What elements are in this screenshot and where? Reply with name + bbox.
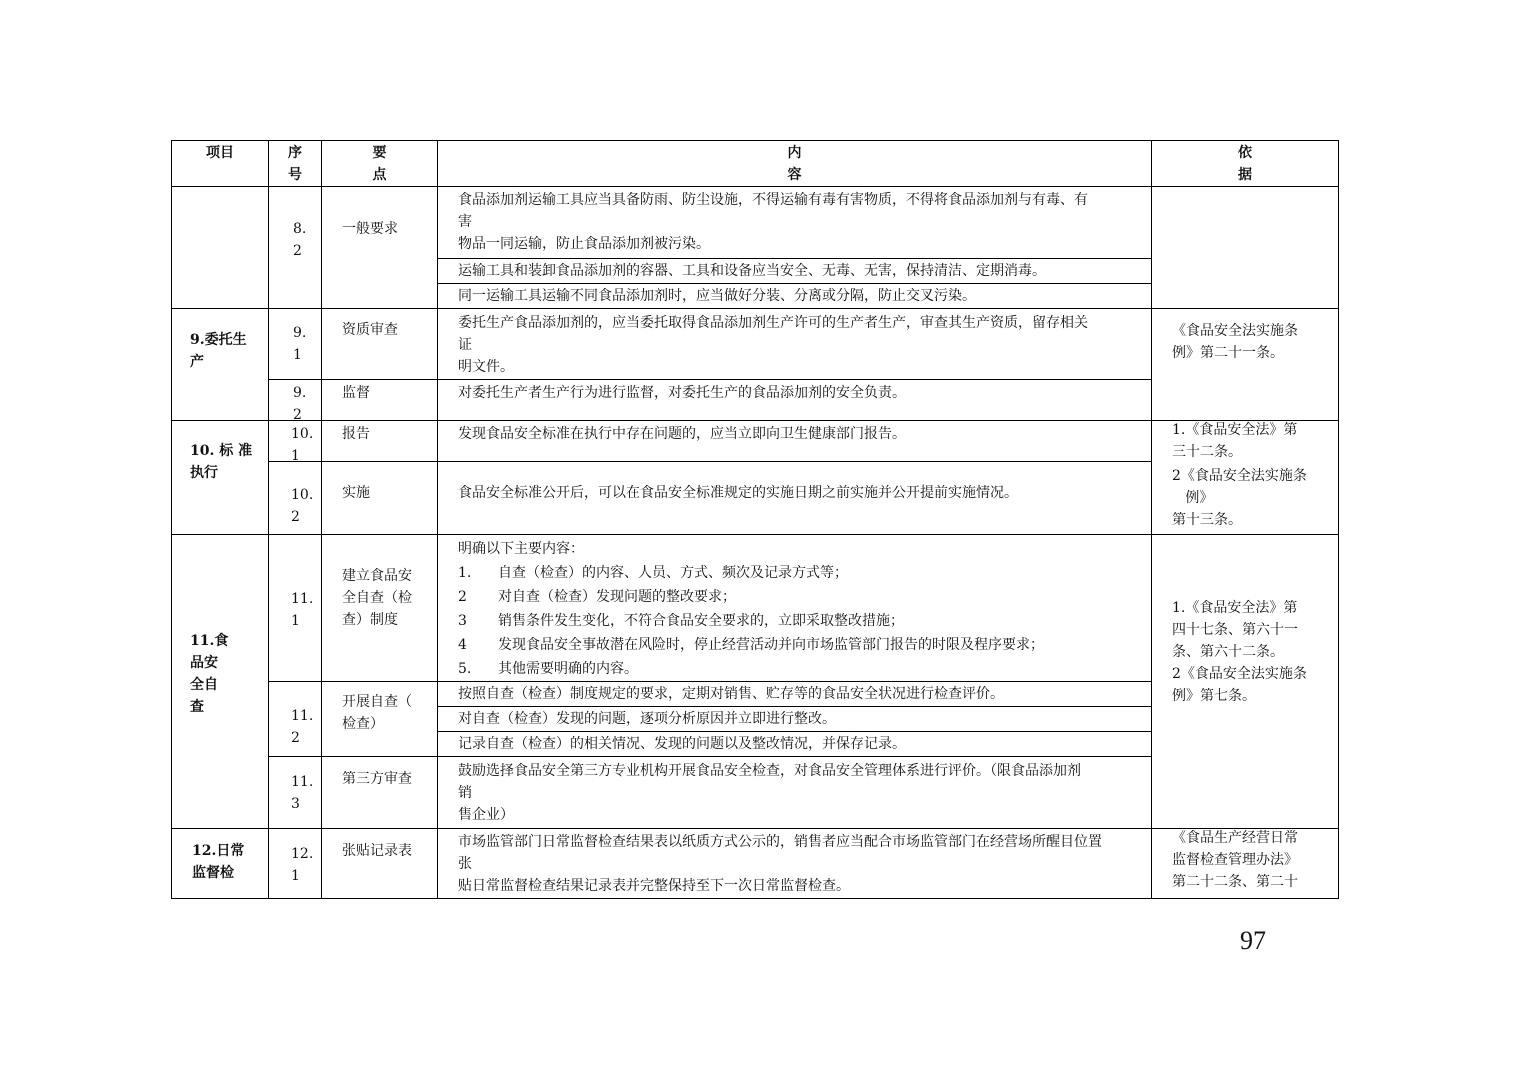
row-content: 发现食品安全标准在执行中存在问题的，应当立即向卫生健康部门报告。 xyxy=(458,426,906,442)
row-content: 鼓励选择食品安全第三方专业机构开展食品安全检查，对食品安全管理体系进行评价。（限食品添加剂 销 售企业） xyxy=(458,763,1081,823)
row-content: 按照自查（检查）制度规定的要求，定期对销售、贮存等的食品安全状况进行检查评价。 xyxy=(458,686,1004,702)
row-content: 运输工具和装卸食品添加剂的容器、工具和设备应当安全、无毒、无害，保持清洁、定期消毒。 xyxy=(458,263,1046,279)
row-point: 开展自查（ 检查） xyxy=(342,694,412,732)
row-seq: 12. 1 xyxy=(291,846,314,884)
row-content: 市场监管部门日常监督检查结果表以纸质方式公示的，销售者应当配合市场监管部门在经营场所醒目位置 张 贴日常监督检查结果记录表并完整保持至下一次日常监督检查。 xyxy=(458,834,1102,894)
row-basis: 1.《食品安全法》第 四十七条、第六十一 条、第六十二条。 2《食品安全法实施条 例》第七条。 xyxy=(1172,600,1307,704)
list-item-number: 1. xyxy=(458,565,472,581)
list-item-text: 发现食品安全事故潜在风险时，停止经营活动并向市场监管部门报告的时限及程序要求； xyxy=(498,637,1044,653)
list-item-number: 3 xyxy=(458,613,467,629)
row-point: 实施 xyxy=(342,485,370,501)
row-point: 监督 xyxy=(342,385,370,401)
row-point: 报告 xyxy=(342,426,370,442)
row-seq: 10. 2 xyxy=(291,487,314,525)
header-item: 项目 xyxy=(206,145,234,161)
row-point: 张贴记录表 xyxy=(342,843,412,859)
row-basis: 《食品安全法实施条 例》第二十一条。 xyxy=(1172,323,1298,361)
row-seq: 11. 2 xyxy=(291,708,314,746)
section-title: 11.食 品安 全自 查 xyxy=(190,633,229,715)
row-content-intro: 明确以下主要内容： xyxy=(458,541,584,557)
row-content: 食品安全标准公开后，可以在食品安全标准规定的实施日期之前实施并公开提前实施情况。 xyxy=(458,485,1018,501)
row-basis: 2《食品安全法实施条 例》 第十三条。 xyxy=(1172,468,1307,528)
row-point: 第三方审查 xyxy=(342,771,412,787)
row-seq: 8. 2 xyxy=(293,221,307,259)
list-item-number: 5. xyxy=(458,661,472,677)
row-seq: 9. 2 xyxy=(293,385,307,423)
header-point: 要 点 xyxy=(372,145,387,183)
list-item-text: 自查（检查）的内容、人员、方式、频次及记录方式等； xyxy=(498,565,848,581)
row-seq: 11. 1 xyxy=(291,591,314,629)
page-number: 97 xyxy=(1240,926,1266,955)
row-basis: 《食品生产经营日常 监督检查管理办法》 第二十二条、第二十 xyxy=(1172,830,1298,890)
row-content: 对自查（检查）发现的问题，逐项分析原因并立即进行整改。 xyxy=(458,711,836,727)
list-item-text: 销售条件发生变化，不符合食品安全要求的，立即采取整改措施； xyxy=(498,613,904,629)
section-title: 10. 标 准 执行 xyxy=(190,443,253,481)
header-basis: 依 据 xyxy=(1238,145,1252,183)
section-title: 9.委托生 产 xyxy=(190,332,247,370)
row-point: 建立食品安 全自查（检 查）制度 xyxy=(342,568,412,628)
row-content: 食品添加剂运输工具应当具备防雨、防尘设施，不得运输有毒有害物质，不得将食品添加剂与有毒、有 害 物品一同运输，防止食品添加剂被污染。 xyxy=(458,192,1088,252)
row-content: 对委托生产者生产行为进行监督，对委托生产的食品添加剂的安全负责。 xyxy=(458,385,906,401)
row-seq: 9. 1 xyxy=(293,325,307,363)
row-content: 记录自查（检查）的相关情况、发现的问题以及整改情况，并保存记录。 xyxy=(458,736,906,752)
header-content: 内 容 xyxy=(787,145,802,183)
row-seq: 11. 3 xyxy=(291,774,314,812)
row-content: 同一运输工具运输不同食品添加剂时，应当做好分装、分离或分隔，防止交叉污染。 xyxy=(458,288,976,304)
row-content: 委托生产食品添加剂的，应当委托取得食品添加剂生产许可的生产者生产，审查其生产资质，留存相关 证 明文件。 xyxy=(458,315,1088,375)
list-item-text: 其他需要明确的内容。 xyxy=(498,661,638,677)
list-item-number: 2 xyxy=(458,589,467,605)
row-seq: 10. 1 xyxy=(291,426,314,464)
list-item-number: 4 xyxy=(458,637,467,653)
row-basis: 1.《食品安全法》第 三十二条。 xyxy=(1172,422,1298,460)
section-title: 12.日常 监督检 xyxy=(192,843,245,881)
list-item-text: 对自查（检查）发现问题的整改要求； xyxy=(498,589,736,605)
row-point: 一般要求 xyxy=(342,221,398,237)
row-point: 资质审查 xyxy=(342,322,398,338)
header-seq: 序 号 xyxy=(288,145,302,183)
